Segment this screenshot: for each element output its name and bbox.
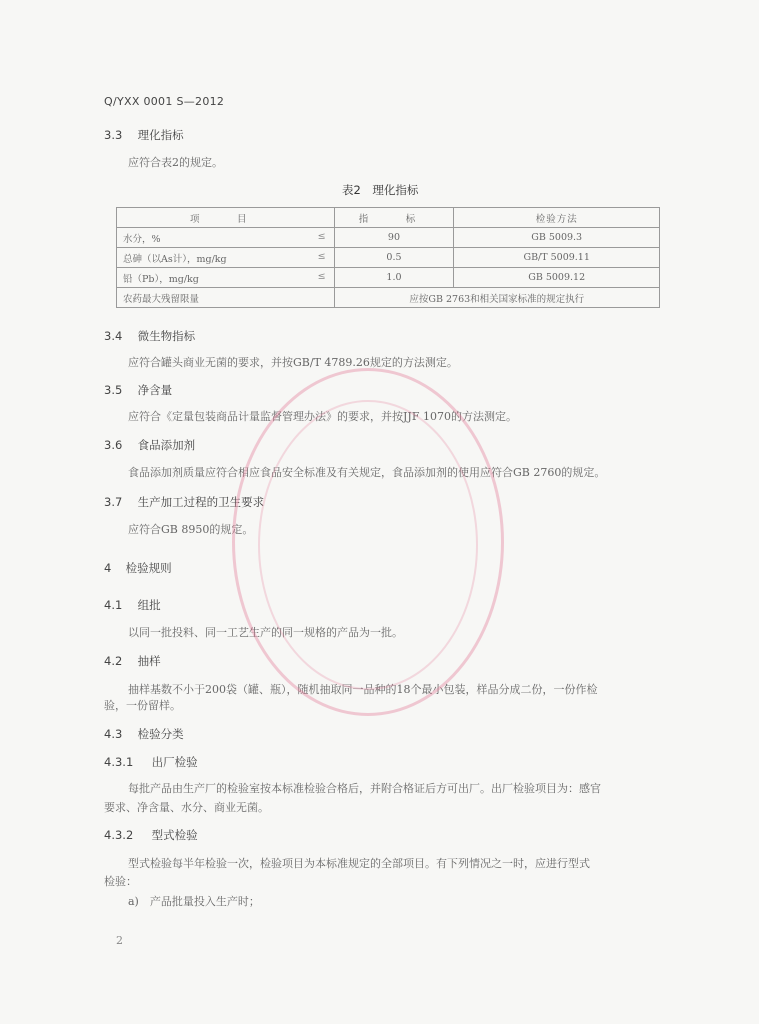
table-row	[117, 228, 660, 248]
seal-inner-ring	[258, 400, 478, 690]
row-operator: ≤	[317, 231, 326, 242]
section-number: 4	[104, 561, 112, 575]
page-number: 2	[116, 934, 123, 947]
section-number: 3.5	[104, 383, 123, 397]
section-title: 组批	[137, 598, 161, 612]
section-4-heading	[104, 560, 172, 576]
table-header-row	[117, 208, 660, 228]
section-4-3-2-heading	[104, 827, 198, 843]
section-number: 4.2	[104, 654, 123, 668]
section-4-2-line2: 验，一份留样。	[104, 699, 181, 712]
section-4-2-line1: 抽样基数不小于200袋（罐、瓶），随机抽取同一品种的18个最小包装，样品分成二份，一份作检	[128, 683, 598, 696]
section-title: 微生物指标	[137, 329, 196, 343]
section-title: 食品添加剂	[137, 438, 196, 452]
section-4-3-2-line1: 型式检验每半年检验一次，检验项目为本标准规定的全部项目。有下列情况之一时，应进行型式	[128, 857, 590, 870]
row-merged-text: 应按GB 2763和相关国家标准的规定执行	[334, 288, 659, 308]
row-method: GB 5009.3	[454, 228, 660, 248]
row-value: 0.5	[334, 248, 454, 268]
row-operator: ≤	[317, 251, 326, 262]
row-item	[117, 268, 335, 288]
table-row	[117, 248, 660, 268]
section-title: 理化指标	[137, 128, 184, 142]
section-4-3-1-heading	[104, 754, 198, 770]
section-3-7-heading	[104, 494, 264, 510]
header-method: 检验方法	[454, 208, 660, 228]
row-item-label: 铅（Pb），mg/kg	[123, 273, 199, 285]
list-item-a: a) 产品批量投入生产时；	[128, 895, 260, 908]
physicochemical-table	[116, 207, 660, 308]
section-number: 4.1	[104, 598, 123, 612]
header-item: 项 目	[117, 208, 335, 228]
standard-code: Q/YXX 0001 S—2012	[104, 95, 225, 108]
section-3-7-text: 应符合GB 8950的规定。	[128, 523, 254, 536]
row-item-label: 总砷（以As计），mg/kg	[123, 253, 227, 265]
section-3-4-heading	[104, 328, 195, 344]
section-number: 4.3	[104, 727, 123, 741]
section-number: 3.6	[104, 438, 123, 452]
section-title: 出厂检验	[151, 755, 198, 769]
section-3-5-heading	[104, 382, 172, 398]
section-3-3-text: 应符合表2的规定。	[128, 156, 223, 169]
row-item-label: 农药最大残留限量	[117, 288, 335, 308]
row-item	[117, 248, 335, 268]
section-title: 检验分类	[137, 727, 184, 741]
section-title: 净含量	[137, 383, 173, 397]
section-number: 3.7	[104, 495, 123, 509]
row-item	[117, 228, 335, 248]
row-value: 90	[334, 228, 454, 248]
section-3-3-heading	[104, 127, 184, 143]
section-4-3-1-line2: 要求、净含量、水分、商业无菌。	[104, 801, 269, 814]
row-operator: ≤	[317, 271, 326, 282]
section-3-5-text: 应符合《定量包装商品计量监督管理办法》的要求，并按JJF 1070的方法测定。	[128, 410, 517, 423]
section-number: 3.3	[104, 128, 123, 142]
section-3-6-heading	[104, 437, 195, 453]
header-value: 指 标	[334, 208, 454, 228]
section-number: 3.4	[104, 329, 123, 343]
table-caption: 表2 理化指标	[342, 183, 419, 197]
section-number: 4.3.1	[104, 755, 134, 769]
section-number: 4.3.2	[104, 828, 134, 842]
row-item-label: 水分，%	[123, 233, 161, 245]
section-4-1-heading	[104, 597, 161, 613]
section-4-2-heading	[104, 653, 161, 669]
section-4-3-heading	[104, 726, 184, 742]
section-4-1-text: 以同一批投料、同一工艺生产的同一规格的产品为一批。	[128, 626, 403, 639]
section-4-3-2-line2: 检验：	[104, 875, 137, 888]
section-title: 检验规则	[125, 561, 172, 575]
row-method: GB/T 5009.11	[454, 248, 660, 268]
section-title: 型式检验	[151, 828, 198, 842]
table-row-pesticide	[117, 288, 660, 308]
section-title: 抽样	[137, 654, 161, 668]
row-method: GB 5009.12	[454, 268, 660, 288]
section-3-4-text: 应符合罐头商业无菌的要求，并按GB/T 4789.26规定的方法测定。	[128, 356, 458, 369]
section-title: 生产加工过程的卫生要求	[137, 495, 265, 509]
row-value: 1.0	[334, 268, 454, 288]
section-4-3-1-line1: 每批产品由生产厂的检验室按本标准检验合格后，并附合格证后方可出厂。出厂检验项目为：感官	[128, 782, 601, 795]
table-row	[117, 268, 660, 288]
section-3-6-text: 食品添加剂质量应符合相应食品安全标准及有关规定，食品添加剂的使用应符合GB 2760的规定。	[128, 466, 606, 479]
